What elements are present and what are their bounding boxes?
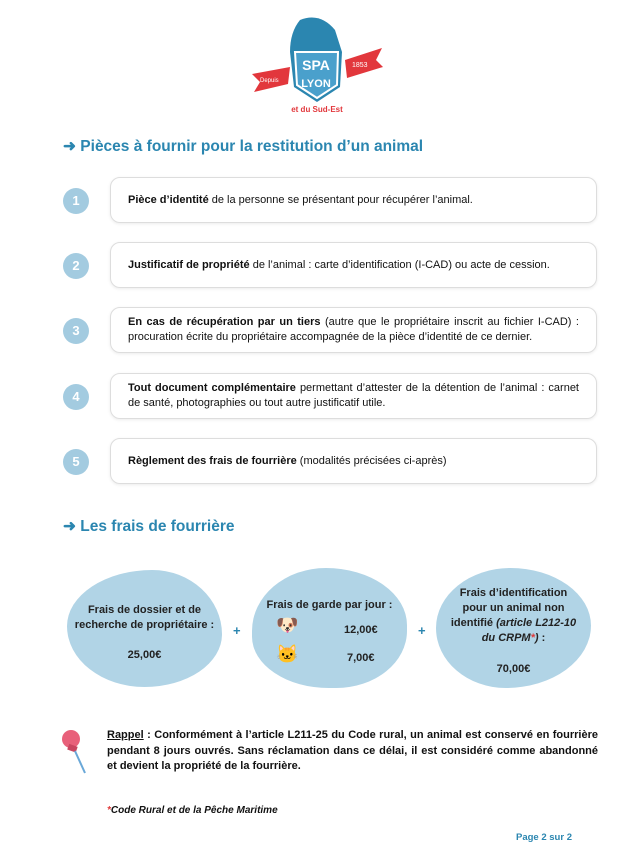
fee-label: Frais de garde par jour : (266, 599, 393, 611)
step-text: de l’animal : carte d’identification (I-CAD) ou acte de cession. (249, 258, 550, 271)
plus-sign: + (418, 623, 426, 638)
step-4 (63, 373, 597, 419)
svg-text:SPA: SPA (302, 57, 330, 73)
section-title-pieces: ➜ Pièces à fournir pour la restitution d’un animal (63, 138, 424, 155)
step-bold: Pièce d’identité (128, 193, 209, 206)
step-number: 2 (63, 253, 89, 279)
step-text: permettant d’attester de la détention de l’animal : carnet de santé, photographies ou tout autre justificatif utile. (128, 382, 579, 409)
svg-text:1853: 1853 (352, 62, 368, 69)
step-5 (63, 438, 597, 484)
step-1 (63, 177, 597, 223)
asterisk: * (107, 805, 111, 816)
step-number: 3 (63, 318, 89, 344)
step-bold: Justificatif de propriété (128, 258, 250, 271)
fee-ref: (article L212-10 du CRPM (481, 617, 577, 644)
fee-garde (252, 568, 407, 688)
svg-text:LYON: LYON (301, 78, 331, 90)
cat-fee-amount: 7,00€ (347, 652, 375, 664)
svg-text:Depuis: Depuis (260, 78, 279, 84)
step-number: 5 (63, 449, 89, 475)
footnote-text: Code Rural et de la Pêche Maritime (110, 805, 278, 816)
step-3 (63, 307, 597, 353)
cat-icon: 🐱 (276, 644, 299, 664)
rappel-text: : Conformément à l’article L211-25 du Code rural, un animal est conservé en fourrière pendant 8 jours ouvrés. Sans réclamation dans ce délai, il est considéré comme abandonné et devient la propriété de la fourrière. (107, 729, 598, 772)
spa-lyon-logo (250, 12, 385, 117)
dog-fee-amount: 12,00€ (344, 624, 378, 636)
pushpin-icon (60, 727, 90, 775)
asterisk: * (530, 632, 535, 644)
fee-identification (436, 568, 591, 688)
page-number: Page 2 sur 2 (516, 832, 572, 843)
fee-amount: 25,00€ (127, 649, 162, 661)
rappel-label: Rappel (107, 729, 144, 741)
colon: : (538, 632, 546, 644)
step-text: (autre que le propriétaire inscrit au fichier I-CAD) : procuration écrite du propriétaire accompagnée de la pièce d’identité de ce dernier. (128, 316, 579, 343)
step-2 (63, 242, 597, 288)
dog-icon: 🐶 (276, 615, 299, 635)
fee-label: Frais d’identification pour un animal non identifié (450, 587, 568, 629)
step-number: 4 (63, 384, 89, 410)
step-bold: Tout document complémentaire (128, 382, 296, 394)
step-number: 1 (63, 188, 89, 214)
step-bold: Règlement des frais de fourrière (128, 454, 297, 467)
step-text: de la personne se présentant pour récupérer l’animal. (208, 193, 473, 206)
fee-label: Frais de dossier et de recherche de propriétaire : (74, 604, 215, 631)
fee-amount: 70,00€ (496, 663, 531, 675)
step-text: (modalités précisées ci-après) (296, 454, 447, 467)
step-bold: En cas de récupération par un tiers (128, 316, 321, 328)
footnote (107, 805, 278, 816)
plus-sign: + (233, 623, 241, 638)
section-title-frais: ➜ Les frais de fourrière (63, 518, 235, 535)
rappel-note (107, 728, 598, 775)
fee-dossier (67, 570, 222, 687)
fee-ref-end: ) (534, 632, 539, 644)
svg-text:et du Sud-Est: et du Sud-Est (291, 105, 343, 114)
